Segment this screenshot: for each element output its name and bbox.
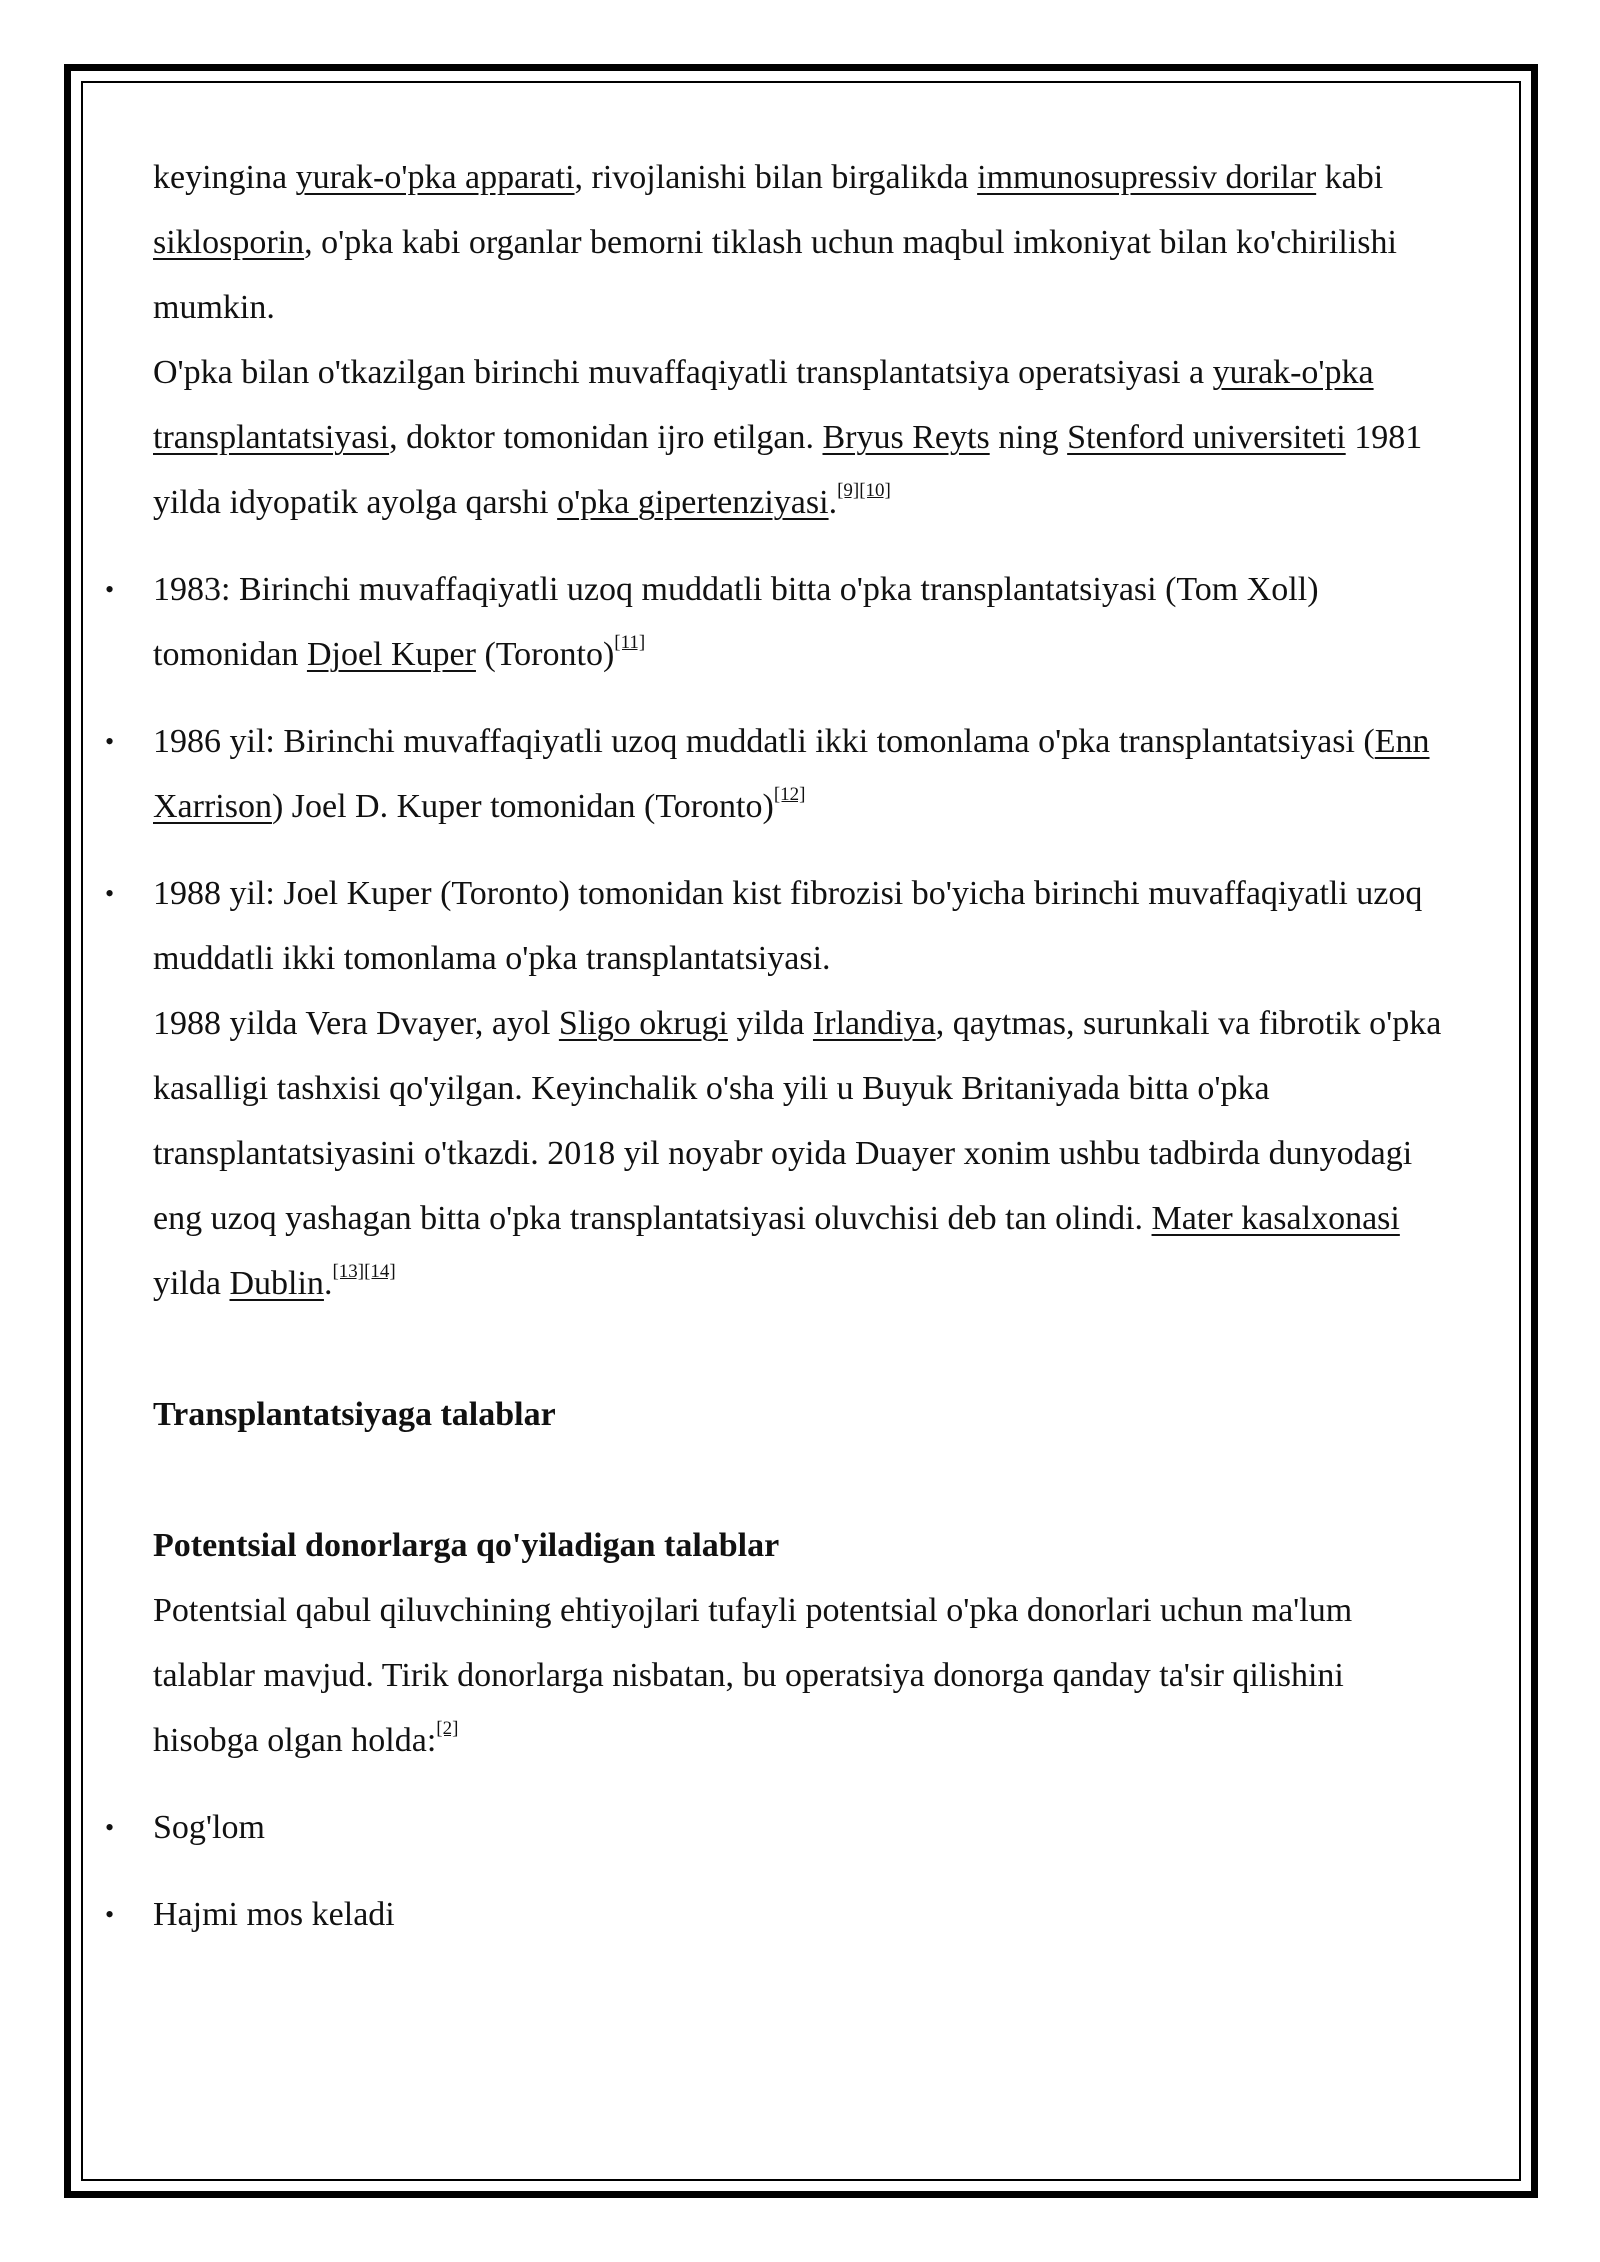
text: , qaytmas, surunkali va fibrotik o'pka kasalligi tashxisi qo'yilgan. Keyinchalik o'sha yili u Buyuk Britaniyada bitta o'pka transplantatsiyasini o'tkazdi. 2018 yil noyabr oyida Duayer xonim ushbu tadbirda dunyodagi eng uzoq yashagan bitta o'pka transplantatsiyasi oluvchisi deb tan olindi. (153, 1005, 1442, 1237)
list-item-text: 1988 yil: Joel Kuper (Toronto) tomonidan kist fibrozisi bo'yicha birinchi muvaffaqiyatli uzoq muddatli ikki tomonlama o'pka transplantatsiyasi. (153, 875, 1423, 977)
link-stenford-universiteti[interactable]: Stenford universiteti (1067, 419, 1346, 456)
list-item-1988 (105, 861, 1453, 1316)
list-item-text: Hajmi mos keladi (153, 1896, 395, 1933)
link-sligo-okrugi[interactable]: Sligo okrugi (558, 1005, 728, 1042)
text: , doktor tomonidan ijro etilgan. (389, 419, 823, 456)
text: keyingina (153, 159, 296, 196)
link-djoel-kuper[interactable]: Djoel Kuper (306, 636, 476, 673)
text: ning (989, 419, 1068, 456)
text: O'pka bilan o'tkazilgan birinchi muvaffaqiyatli transplantatsiya operatsiyasi a (153, 354, 1213, 391)
text: (Toronto) (475, 636, 615, 673)
section-heading: Transplantatsiyaga talablar (153, 1396, 556, 1433)
citation-link[interactable]: [9][10] (837, 480, 891, 501)
paragraph-intro (153, 145, 1453, 340)
bullet-icon: • (105, 1813, 115, 1842)
text: 1981 yilda idyopatik ayolga qarshi (153, 419, 1423, 521)
bullet-icon: • (105, 1900, 115, 1929)
text: , rivojlanishi bilan birgalikda (574, 159, 978, 196)
document-content (105, 145, 1453, 1947)
subsection-heading: Potentsial donorlarga qo'yiladigan talablar (153, 1527, 780, 1564)
text: 1986 yil: Birinchi muvaffaqiyatli uzoq muddatli ikki tomonlama o'pka transplantatsiyasi ( (153, 723, 1375, 760)
citation-13-14 (332, 1261, 395, 1282)
citation-link[interactable]: [12] (773, 784, 806, 805)
paragraph-first-transplant (153, 340, 1453, 535)
text: yilda (727, 1005, 813, 1042)
text: yilda (153, 1265, 230, 1302)
citation-link[interactable]: [11] (614, 632, 646, 653)
citation-link[interactable]: [2] (436, 1718, 459, 1739)
bullet-icon: • (105, 727, 115, 756)
link-irlandiya[interactable]: Irlandiya (812, 1005, 936, 1042)
list-item-sog-lom (105, 1795, 1453, 1860)
citation-2 (436, 1718, 458, 1739)
bullet-icon: • (105, 575, 115, 604)
list-item-hajmi (105, 1882, 1453, 1947)
text: kabi (1316, 159, 1384, 196)
link-siklosporin[interactable]: siklosporin (153, 224, 305, 261)
link-immunosupressiv-dorilar[interactable]: immunosupressiv dorilar (977, 159, 1317, 196)
link-enn-xarrison[interactable]: Enn Xarrison (153, 723, 1430, 825)
link-bryus-reyts[interactable]: Bryus Reyts (822, 419, 990, 456)
text: , o'pka kabi organlar bemorni tiklash uchun maqbul imkoniyat bilan ko'chirilishi mumkin. (153, 224, 1397, 326)
text: 1988 yilda Vera Dvayer, ayol (153, 1005, 559, 1042)
list-item-1983 (105, 557, 1453, 687)
paragraph-vera-dvayer (153, 991, 1453, 1316)
citation-12 (774, 784, 806, 805)
link-mater-kasalxonasi[interactable]: Mater kasalxonasi (1151, 1200, 1400, 1237)
list-item-text: Sog'lom (153, 1809, 265, 1846)
text: ) Joel D. Kuper tomonidan (Toronto) (271, 788, 774, 825)
bullet-icon: • (105, 879, 115, 908)
text: . (828, 484, 838, 521)
link-yurak-opka-transplantatsiyasi[interactable]: yurak-o'pka transplantatsiyasi (153, 354, 1374, 456)
citation-11 (614, 632, 645, 653)
citation-9-10 (837, 480, 891, 501)
text: 1983: Birinchi muvaffaqiyatli uzoq muddatli bitta o'pka transplantatsiyasi (Tom Xoll) tomonidan (153, 571, 1319, 673)
list-item-1986 (105, 709, 1453, 839)
text: . (323, 1265, 333, 1302)
paragraph-donor-requirements (153, 1578, 1453, 1773)
citation-link[interactable]: [13][14] (332, 1261, 396, 1282)
link-dublin[interactable]: Dublin (229, 1265, 324, 1302)
link-opka-gipertenziyasi[interactable]: o'pka gipertenziyasi (557, 484, 829, 521)
text: Potentsial qabul qiluvchining ehtiyojlari tufayli potentsial o'pka donorlari uchun ma'lum talablar mavjud. Tirik donorlarga nisbatan, bu operatsiya donorga qanday ta'sir qilishini hisobga olgan holda: (153, 1592, 1353, 1759)
link-yurak-opka-apparati[interactable]: yurak-o'pka apparati (295, 159, 575, 196)
